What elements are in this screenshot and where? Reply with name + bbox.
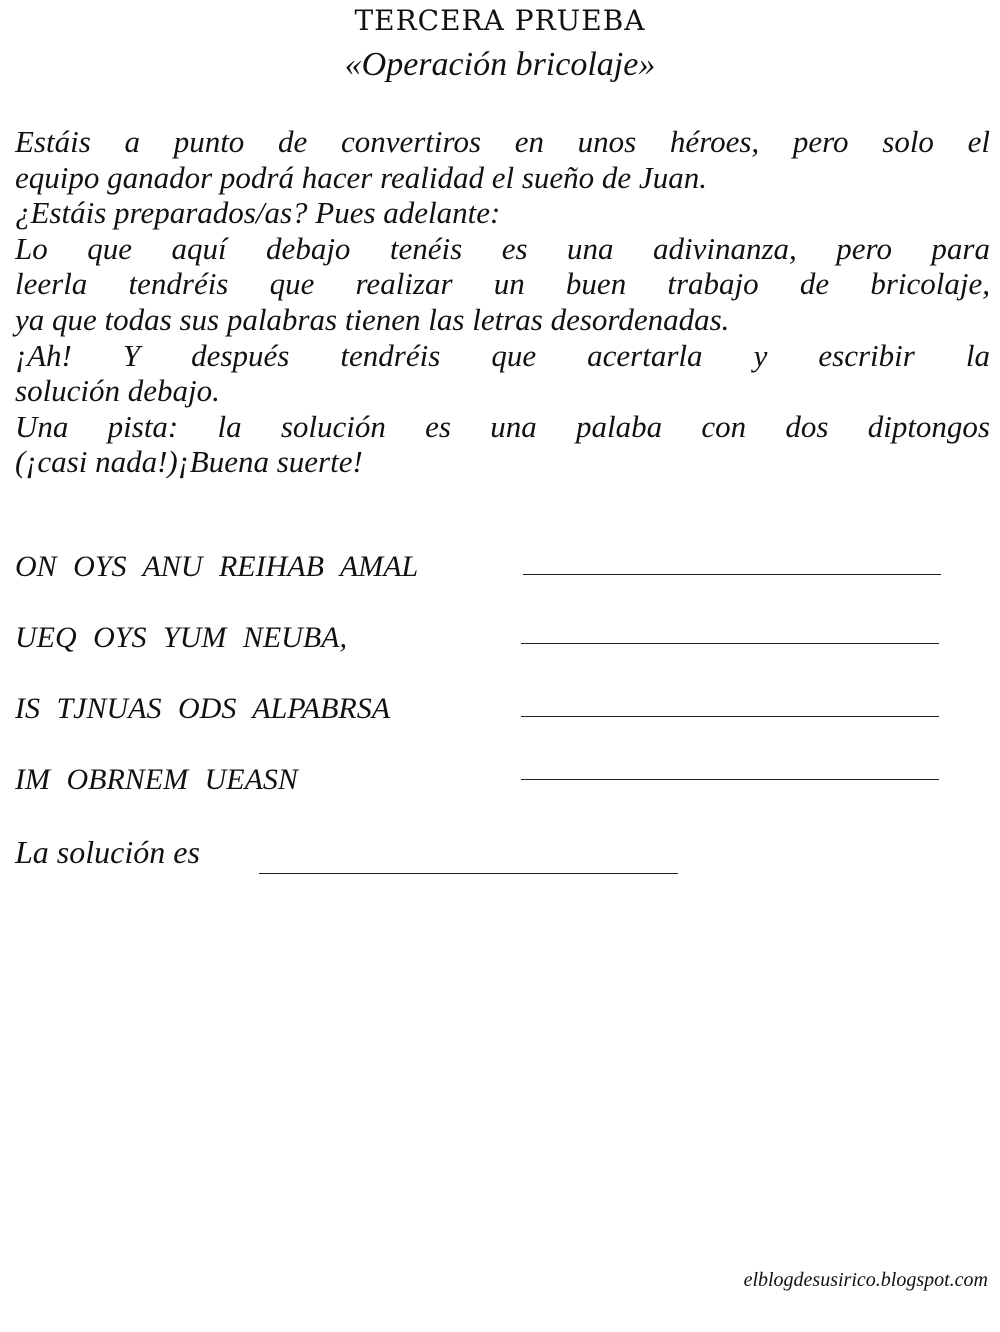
answer-field-line-1[interactable] xyxy=(523,574,941,575)
scrambled-riddle-line-1: ON OYS ANU REIHAB AMAL xyxy=(15,550,419,583)
instructions-line: solución debajo. xyxy=(15,373,220,409)
page-subtitle: «Operación bricolaje» xyxy=(344,46,656,83)
instructions-line: Una pista: la solución es una palaba con dos diptongos xyxy=(15,408,990,444)
answer-field-line-3[interactable] xyxy=(521,716,939,717)
instructions-line: ¡Ah! Y después tendréis que acertarla y escribir la xyxy=(15,337,990,373)
instructions-line: Estáis a punto de convertiros en unos héroes, pero solo el xyxy=(15,124,990,159)
instructions-paragraph xyxy=(15,124,990,480)
instructions-line: ¿Estáis preparados/as? Pues adelante: xyxy=(15,195,501,231)
instructions-line: (¡casi nada!)¡Buena suerte! xyxy=(15,444,363,480)
solution-answer-field[interactable] xyxy=(259,873,678,874)
instructions-line: leerla tendréis que realizar un buen trabajo de bricolaje, xyxy=(15,266,990,302)
scrambled-riddle-line-3: IS TJNUAS ODS ALPABRSA xyxy=(15,692,391,725)
answer-field-line-2[interactable] xyxy=(521,643,939,644)
scrambled-riddle-line-4: IM OBRNEM UEASN xyxy=(15,763,298,796)
source-credit: elblogdesusirico.blogspot.com xyxy=(743,1269,988,1291)
page-title: TERCERA PRUEBA xyxy=(354,4,646,37)
scrambled-riddle-line-2: UEQ OYS YUM NEUBA, xyxy=(15,621,347,654)
instructions-line: Lo que aquí debajo tenéis es una adivinanza, pero para xyxy=(15,230,990,266)
instructions-line: ya que todas sus palabras tienen las letras desordenadas. xyxy=(15,301,730,337)
solution-label: La solución es xyxy=(15,834,200,870)
instructions-line: equipo ganador podrá hacer realidad el sueño de Juan. xyxy=(15,159,707,195)
answer-field-line-4[interactable] xyxy=(521,779,939,780)
